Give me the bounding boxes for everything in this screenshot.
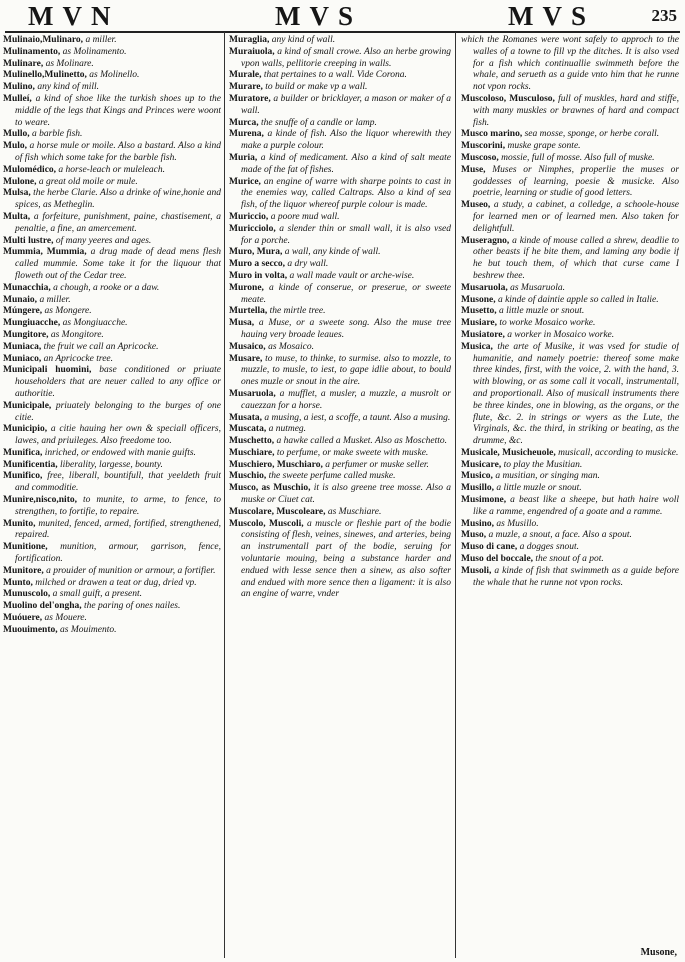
entry-headword: Muro a secco,	[229, 259, 286, 270]
entry-headword: Munito,	[3, 518, 36, 529]
dictionary-entry	[3, 294, 221, 307]
column-divider-2	[455, 32, 456, 958]
dictionary-column-1	[3, 35, 221, 957]
dictionary-entry	[461, 129, 679, 141]
entry-headword: Musetto,	[461, 306, 497, 317]
entry-definition: a kinde of fish. Also the liquor wherewith they make a purple colour.	[241, 129, 451, 152]
entry-headword: Muscorini,	[461, 141, 506, 152]
entry-headword: Muriccio,	[229, 211, 269, 222]
entry-headword: Mullo,	[3, 129, 30, 140]
entry-headword: Musco marino,	[461, 129, 523, 140]
entry-headword: Muschetto,	[229, 436, 275, 447]
dictionary-entry	[461, 35, 679, 94]
dictionary-entry	[229, 152, 451, 177]
entry-headword: Mummia, Mummia,	[3, 247, 87, 258]
entry-headword: Mulinaio,Mulinaro,	[3, 35, 84, 45]
dictionary-entry	[229, 436, 451, 448]
dictionary-entry	[3, 235, 221, 248]
dictionary-entry	[461, 235, 679, 283]
header-rule	[5, 31, 680, 33]
entry-definition: a wall made vault or arche-wise.	[289, 270, 415, 281]
entry-definition: that pertaines to a wall. Vide Corona.	[263, 70, 407, 81]
entry-definition: as Mongere.	[44, 306, 92, 317]
dictionary-entry	[229, 318, 451, 342]
entry-headword: Munire,nisco,nito,	[3, 495, 77, 506]
entry-definition: the snout of a pot.	[535, 554, 604, 565]
entry-definition: sea mosse, sponge, or herbe corall.	[524, 129, 660, 140]
dictionary-entry	[461, 200, 679, 235]
page-header	[0, 0, 685, 34]
entry-headword: Muraglia,	[229, 35, 270, 45]
entry-definition: a little muzle or snout.	[496, 483, 582, 494]
entry-headword: Munificentia,	[3, 459, 58, 470]
entry-definition: a dry wall.	[287, 259, 329, 270]
entry-headword: Mulinello,Mulinetto,	[3, 70, 87, 81]
dictionary-entry	[461, 530, 679, 542]
entry-headword: Murone,	[229, 282, 264, 293]
entry-definition: of many yeeres and ages.	[55, 235, 152, 246]
entry-headword: Murca,	[229, 117, 259, 128]
entry-definition: as Molinare.	[45, 58, 94, 69]
entry-headword: Muria,	[229, 152, 258, 163]
entry-headword: Muraiuola,	[229, 46, 275, 57]
dictionary-entry	[3, 211, 221, 236]
entry-headword: Musico,	[461, 471, 493, 482]
dictionary-entry	[229, 483, 451, 507]
entry-definition: a worker in Mosaico worke.	[507, 329, 615, 340]
entry-definition: a kinde of mouse called a shrew, deadlie to other beasts if he bite them, and laming any bodie if he but touch them, of which that curse came I beshrew thee.	[473, 235, 679, 281]
entry-definition: a muzle, a snout, a face. Also a spout.	[488, 530, 632, 541]
dictionary-entry	[3, 282, 221, 295]
dictionary-entry	[3, 46, 221, 59]
entry-headword: Murena,	[229, 129, 264, 140]
entry-definition: to muse, to thinke, to surmise. also to mozzle, to muzzle, to musle, to iest, to gape idlie about, to bould ones muzle or snout in the aire.	[241, 353, 451, 388]
dictionary-entry	[3, 365, 221, 400]
entry-headword: Muniaco,	[3, 353, 42, 364]
entry-headword: Muolino del'ongha,	[3, 601, 82, 612]
entry-definition: a musitian, or singing man.	[495, 471, 600, 482]
entry-definition: to worke Mosaico worke.	[499, 318, 596, 329]
entry-definition: a kinde of fish that swimmeth as a guide before the whale that he runne not vpon rocks.	[473, 565, 679, 588]
dictionary-entry	[461, 93, 679, 129]
entry-headword: Muricciolo,	[229, 223, 276, 234]
entry-headword: Muscolare, Muscoleare,	[229, 506, 326, 517]
dictionary-entry	[3, 447, 221, 460]
entry-definition: it is also greene tree mosse. Also a muske or Ciuet cat.	[241, 483, 451, 506]
dictionary-entry	[461, 447, 679, 460]
entry-definition: the snuffe of a candle or lamp.	[261, 117, 377, 128]
dictionary-entry	[229, 176, 451, 212]
entry-headword: Muscolo, Muscoli,	[229, 518, 304, 529]
entry-definition: a miller.	[85, 35, 117, 45]
entry-headword: Musaruola,	[461, 282, 508, 293]
entry-definition: the sweete perfume called muske.	[268, 471, 396, 482]
entry-headword: Murare,	[229, 82, 263, 93]
entry-definition: priuately belonging to the burges of one citie.	[15, 400, 221, 423]
entry-headword: Municipale,	[3, 400, 52, 411]
dictionary-entry	[461, 495, 679, 519]
entry-headword: Musco, as Muschio,	[229, 483, 311, 494]
entry-headword: Muso di cane,	[461, 542, 518, 553]
dictionary-entry	[3, 495, 221, 519]
entry-definition: a little muzle or snout.	[499, 306, 585, 317]
dictionary-entry	[461, 164, 679, 200]
entry-definition: any kind of wall.	[271, 35, 336, 45]
entry-definition: a nutmeg.	[268, 424, 307, 435]
dictionary-entry	[229, 82, 451, 94]
dictionary-column-2	[229, 35, 451, 957]
entry-headword: Muschio,	[229, 471, 267, 482]
entry-headword: Multa,	[3, 211, 31, 222]
dictionary-entry	[461, 554, 679, 566]
dictionary-entry	[3, 329, 221, 342]
entry-headword: Musimone,	[461, 495, 507, 506]
entry-headword: Musa,	[229, 318, 255, 329]
entry-definition: as Mosaico.	[268, 341, 314, 352]
entry-definition: a Muse, or a sweete song. Also the muse tree hauing very broade leaues.	[241, 318, 451, 340]
entry-headword: Muso del boccale,	[461, 554, 534, 565]
dictionary-entry	[461, 329, 679, 342]
page-number: 235	[651, 6, 677, 25]
entry-definition: as Mouere.	[44, 613, 87, 624]
dictionary-entry	[229, 259, 451, 271]
dictionary-entry	[461, 306, 679, 318]
dictionary-entry	[229, 46, 451, 71]
entry-headword: Mungiuacche,	[3, 318, 61, 329]
entry-definition: any kind of mill.	[37, 82, 100, 93]
entry-definition: as Mongiuacche.	[62, 318, 128, 329]
dictionary-entry	[461, 542, 679, 554]
dictionary-entry	[461, 518, 679, 531]
entry-headword: Mulino,	[3, 82, 35, 93]
entry-definition: a dogges snout.	[519, 542, 579, 553]
dictionary-entry	[229, 247, 451, 259]
entry-definition: to perfume, or make sweete with muske.	[276, 447, 429, 458]
dictionary-entry	[229, 341, 451, 354]
dictionary-entry	[3, 601, 221, 613]
dictionary-entry	[229, 93, 451, 118]
dictionary-entry	[3, 306, 221, 318]
entry-headword: Mulomédico,	[3, 164, 57, 175]
dictionary-entry	[3, 424, 221, 448]
entry-headword: Municipali huomini,	[3, 365, 92, 376]
dictionary-entry	[461, 459, 679, 472]
entry-headword: Musica,	[461, 341, 493, 352]
entry-definition: a kind of medicament. Also a kind of salt meate made of the fat of fishes.	[241, 152, 451, 175]
dictionary-entry	[229, 353, 451, 389]
entry-headword: Munacchia,	[3, 282, 51, 293]
entry-definition: a horse-leach or muleleach.	[58, 164, 166, 175]
dictionary-entry	[229, 388, 451, 413]
dictionary-entry	[3, 188, 221, 212]
entry-definition: full of muskles, hard and stiffe, with many muskles or brawnes of hard and compact fish.	[473, 93, 679, 128]
dictionary-entry	[3, 353, 221, 366]
entry-headword: Muratore,	[229, 93, 271, 104]
entry-headword: Mulinamento,	[3, 46, 61, 57]
entry-definition: a musing, a iest, a scoffe, a taunt. Also a musing.	[264, 412, 451, 423]
dictionary-entry	[461, 483, 679, 495]
entry-definition: as Mongitore.	[50, 329, 104, 340]
entry-headword: Mulinare,	[3, 58, 44, 69]
entry-headword: Murtella,	[229, 306, 268, 317]
dictionary-entry	[229, 412, 451, 425]
entry-definition: a small guift, a present.	[52, 589, 142, 600]
entry-headword: Muscoloso, Musculoso,	[461, 93, 555, 104]
entry-headword: Muschiero, Muschiaro,	[229, 459, 323, 470]
entry-headword: Munaio,	[3, 294, 38, 305]
entry-headword: Munto,	[3, 577, 33, 588]
dictionary-entry	[3, 542, 221, 566]
dictionary-entry	[3, 93, 221, 129]
dictionary-entry	[3, 341, 221, 354]
dictionary-entry	[229, 447, 451, 460]
entry-definition: a kind of small crowe. Also an herbe growing vpon walls, pellitorie creeping in walls.	[241, 46, 451, 69]
entry-definition: munited, fenced, armed, fortified, strengthened, repaired.	[15, 518, 221, 541]
entry-definition: a kinde of daintie apple so called in Italie.	[497, 294, 659, 305]
entry-headword: Mulo,	[3, 141, 28, 152]
dictionary-entry	[3, 613, 221, 625]
entry-headword: Muro in volta,	[229, 270, 288, 281]
entry-definition: a hawke called a Musket. Also as Moschetto.	[276, 436, 448, 447]
dictionary-entry	[461, 141, 679, 153]
entry-definition: a chough, a rooke or a daw.	[53, 282, 160, 293]
entry-headword: Musoli,	[461, 565, 492, 576]
entry-definition: base conditioned or priuate householders that are neuer called to any office or authoritie.	[15, 365, 221, 399]
dictionary-entry	[3, 318, 221, 330]
dictionary-entry	[229, 70, 451, 82]
dictionary-entry	[3, 176, 221, 189]
entry-definition: a muscle or fleshie part of the bodie consisting of flesh, veines, sinewes, and arteries, being an instrumentall part of the bodie, seruing for voluntarie mouing, being a substance harder and endued with lesse sence then a sinew, as also softer and endued with more sence then a ligament: it is also an engine of warre, vnder	[241, 518, 451, 600]
entry-definition: milched or drawen a teat or dug, dried vp.	[35, 577, 197, 588]
dictionary-entry	[3, 459, 221, 472]
entry-headword: Munitione,	[3, 542, 48, 553]
entry-definition: an Apricocke tree.	[43, 353, 114, 364]
entry-definition: mossie, full of mosse. Also full of muske.	[501, 152, 655, 163]
entry-definition: a slender thin or small wall, it is also vsed for a porche.	[241, 223, 451, 246]
dictionary-entry	[229, 471, 451, 483]
entry-headword: Muso,	[461, 530, 487, 541]
entry-definition: a kinde of conserue, or preserue, or sweete meate.	[241, 282, 451, 305]
dictionary-entry	[3, 164, 221, 177]
entry-definition: a mufflet, a musler, a muzzle, a musrolt or cauezzan for a horse.	[241, 388, 451, 411]
entry-headword: Muouimento,	[3, 624, 58, 635]
entry-headword: Muniaca,	[3, 341, 42, 352]
dictionary-entry	[461, 318, 679, 330]
entry-definition: a wall, any kinde of wall.	[284, 247, 381, 258]
entry-definition: to play the Musitian.	[503, 459, 583, 470]
dictionary-entry	[3, 247, 221, 282]
dictionary-entry	[3, 577, 221, 590]
dictionary-entry	[3, 518, 221, 543]
entry-headword: Munifico,	[3, 471, 43, 482]
entry-definition: a barble fish.	[32, 129, 83, 140]
dictionary-entry	[461, 282, 679, 295]
entry-definition: as Musaruola.	[510, 282, 565, 293]
entry-definition: the herbe Clarie. Also a drinke of wine,honie and spices, as Metheglin.	[15, 188, 221, 211]
entry-definition: liberality, largesse, bounty.	[60, 459, 163, 470]
entry-definition: free, liberall, bountifull, that yeeldeth fruit and commoditie.	[15, 471, 221, 494]
dictionary-entry	[229, 270, 451, 283]
entry-headword: Muse,	[461, 164, 486, 175]
entry-headword: Mulleí,	[3, 93, 32, 104]
dictionary-entry	[3, 565, 221, 578]
entry-definition: a poore mud wall.	[270, 211, 340, 222]
entry-headword: Musare,	[229, 353, 263, 364]
entry-headword: Museragno,	[461, 235, 510, 246]
entry-definition: the paring of ones nailes.	[84, 601, 181, 612]
dictionary-entry	[3, 35, 221, 47]
entry-definition: the mirtle tree.	[269, 306, 326, 317]
entry-definition: as Musillo.	[496, 518, 539, 529]
dictionary-entry	[3, 400, 221, 425]
entry-definition: as Mouimento.	[60, 624, 117, 635]
entry-headword: Musone,	[461, 294, 496, 305]
entry-definition: a drug made of dead mens flesh called mummie. Some take it for the liquour that floweth out of the Cedar tree.	[15, 247, 221, 281]
entry-definition: as Muschiare.	[327, 506, 382, 517]
running-head-left: MVN	[28, 1, 120, 31]
column-divider-1	[224, 32, 225, 958]
entry-definition: muske grape sonte.	[507, 141, 581, 152]
entry-headword: Muscata,	[229, 424, 267, 435]
entry-definition: to munite, to arme, to fence, to strengthen, to fortifie, to repaire.	[15, 495, 221, 517]
entry-definition: a perfumer or muske seller.	[325, 459, 429, 470]
entry-definition: a horse mule or moile. Also a bastard. Also a kind of fish which some take for the barble fish.	[15, 141, 221, 163]
entry-headword: Musicale, Musicheuole,	[461, 447, 556, 458]
entry-headword: Murale,	[229, 70, 262, 81]
dictionary-entry	[229, 129, 451, 153]
entry-headword: Munifica,	[3, 447, 43, 458]
dictionary-entry	[3, 141, 221, 165]
entry-headword: Musicare,	[461, 459, 502, 470]
entry-headword: Musaico,	[229, 341, 266, 352]
dictionary-entry	[3, 129, 221, 141]
entry-definition: as Molinamento.	[62, 46, 127, 57]
dictionary-entry	[229, 506, 451, 519]
entry-definition: inriched, or endowed with manie guifts.	[44, 447, 196, 458]
dictionary-entry	[229, 518, 451, 602]
entry-headword: Muóuere,	[3, 613, 43, 624]
dictionary-entry	[3, 70, 221, 82]
dictionary-entry	[461, 294, 679, 307]
entry-headword: Mulone,	[3, 176, 37, 187]
entry-definition: the fruit we call an Apricocke.	[43, 341, 159, 352]
entry-definition: which the Romanes were wont safely to approch to the walles of a towne to fill vp the ditches. It is also vsed for a fish which continuallie swimmeth before the whale, and serueth as a guide vnto him that he runne not vpon rocks.	[461, 35, 679, 93]
entry-headword: Musiare,	[461, 318, 497, 329]
entry-headword: Musiatore,	[461, 329, 505, 340]
dictionary-entry	[3, 589, 221, 601]
entry-headword: Multi lustre,	[3, 235, 54, 246]
dictionary-entry	[229, 282, 451, 307]
entry-definition: the arte of Musike, it was vsed for studie of humanitie, and namely poetrie: thereof some make three kindes, first, with the voice, 2. with the hand, 3. with blowing, or as some call it vocall, instrumentall, and proportionall. Also of musicall instruments there be three kindes, one in blowing, as the organs, or the flute, &c. 2. in strings or wyers as the Lute, the Virginals, &c. the third, in striking or beating, as the drumme, &c.	[473, 341, 679, 447]
entry-definition: a miller.	[39, 294, 71, 305]
entry-headword: Murice,	[229, 176, 261, 187]
dictionary-entry	[229, 211, 451, 224]
entry-headword: Múngere,	[3, 306, 43, 317]
entry-headword: Muscoso,	[461, 152, 499, 163]
dictionary-column-3	[461, 35, 679, 957]
dictionary-entry	[229, 117, 451, 130]
entry-definition: a kind of shoe like the turkish shoes up to the middle of the legs that Kings and Princes were woont to weare.	[15, 93, 221, 128]
entry-headword: Musata,	[229, 412, 262, 423]
dictionary-entry	[3, 58, 221, 71]
entry-definition: an engine of warre with sharpe points to cast in the enemies way, called Caltraps. Also a kind of sea fish, of the liquor whereof purple colour is made.	[241, 176, 451, 211]
dictionary-entry	[3, 624, 221, 637]
entry-definition: a citie hauing her own & speciall officers, lawes, and priuileges. Also freedome too.	[15, 424, 221, 447]
dictionary-entry	[229, 223, 451, 248]
dictionary-entry	[3, 471, 221, 495]
entry-headword: Musino,	[461, 518, 494, 529]
entry-definition: a prouider of munition or armour, a fortifier.	[46, 565, 216, 576]
entry-definition: Muses or Nimphes, properlie the muses or goddesses of learning, poesie & musicke. Also poetrie, learning or studie of good letters.	[473, 164, 679, 199]
entry-headword: Munitore,	[3, 565, 44, 576]
entry-headword: Muschiare,	[229, 447, 275, 458]
entry-headword: Muro, Mura,	[229, 247, 283, 258]
entry-definition: musicall, according to musicke.	[558, 447, 679, 458]
catchword: Musone,	[640, 947, 677, 958]
entry-definition: to build or make vp a wall.	[265, 82, 368, 93]
dictionary-entry	[461, 565, 679, 590]
entry-definition: a builder or bricklayer, a mason or maker of a wall.	[241, 93, 451, 116]
entry-headword: Musillo,	[461, 483, 494, 494]
entry-headword: Musaruola,	[229, 388, 276, 399]
entry-headword: Museo,	[461, 200, 491, 211]
entry-headword: Mungitore,	[3, 329, 49, 340]
dictionary-entry	[3, 82, 221, 94]
entry-headword: Munuscolo,	[3, 589, 51, 600]
dictionary-entry	[461, 471, 679, 483]
dictionary-entry	[229, 35, 451, 47]
entry-definition: a beast like a sheepe, but hath haire woll like a ramme, engendred of a goate and a ramme.	[473, 495, 679, 517]
entry-headword: Municipio,	[3, 424, 48, 435]
entry-definition: a forfeiture, punishment, paine, chastisement, a penaltie, a fine, an amercement.	[15, 211, 221, 234]
entry-definition: munition, armour, garrison, fence, fortification.	[15, 542, 221, 565]
dictionary-entry	[461, 152, 679, 165]
entry-headword: Mulsa,	[3, 188, 31, 199]
dictionary-entry	[229, 306, 451, 318]
entry-definition: a study, a cabinet, a colledge, a schoole-house for learned men or of learned men. Also taken for delightfull.	[473, 200, 679, 234]
running-head-middle: MVS	[275, 1, 362, 31]
dictionary-entry	[461, 341, 679, 448]
dictionary-entry	[229, 459, 451, 472]
dictionary-entry	[229, 424, 451, 436]
entry-definition: as Molinello.	[89, 70, 140, 81]
running-head-right: MVS	[508, 1, 595, 31]
entry-definition: a great old moile or mule.	[38, 176, 138, 187]
